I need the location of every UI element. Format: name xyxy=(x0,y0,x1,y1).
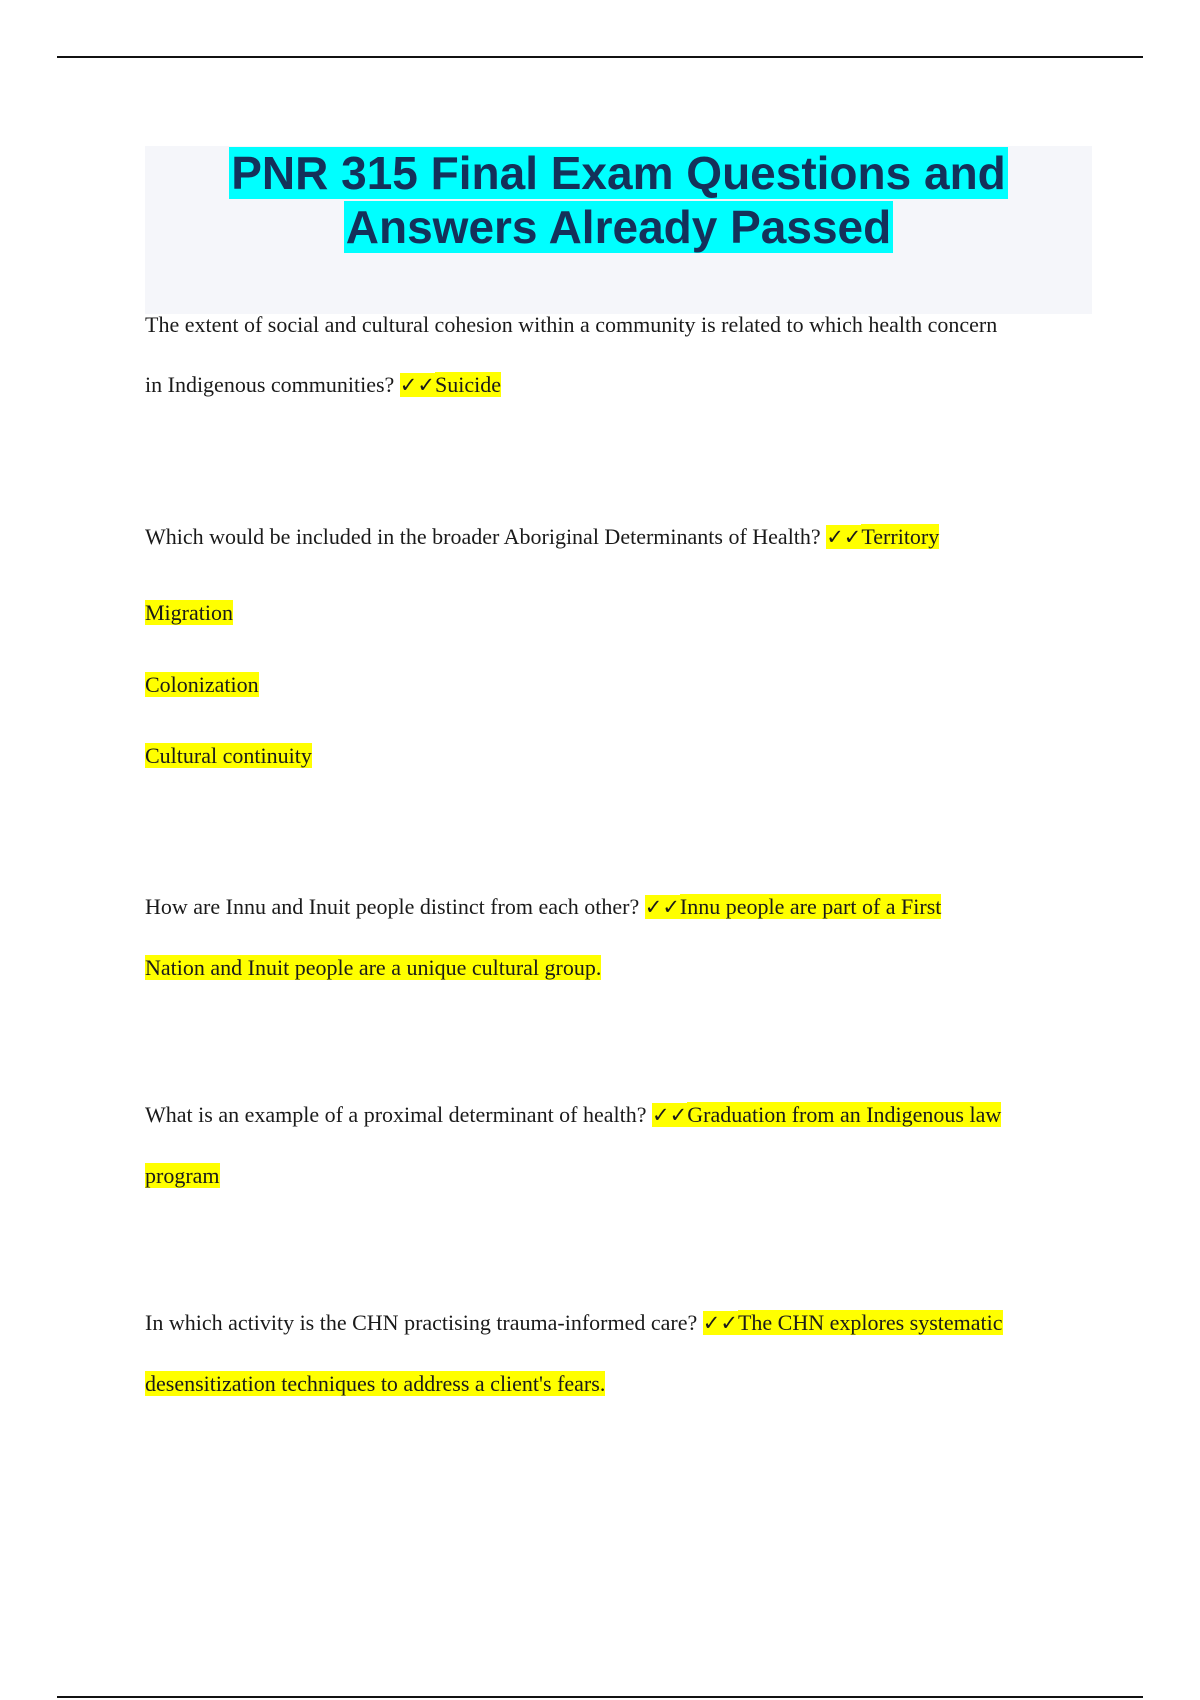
question-2-text: Which would be included in the broader Aboriginal Determinants of Health? xyxy=(145,524,827,549)
answer-1-text: Suicide xyxy=(435,372,501,397)
question-1-text-cont: in Indigenous communities? xyxy=(145,372,400,397)
answer-5-text-cont: desensitization techniques to address a client's fears. xyxy=(145,1371,606,1396)
question-5-text: In which activity is the CHN practising trauma-informed care? xyxy=(145,1310,703,1335)
question-3-line-1 xyxy=(145,892,1095,922)
answer-2-item: Cultural continuity xyxy=(145,743,312,768)
answer-4-line-2 xyxy=(145,1161,1095,1191)
answer-5-line-2 xyxy=(145,1369,1095,1399)
question-4-text: What is an example of a proximal determinant of health? xyxy=(145,1102,653,1127)
answer-4-text: Graduation from an Indigenous law xyxy=(687,1102,1002,1127)
answer-3-text-cont: Nation and Inuit people are a unique cultural group. xyxy=(145,955,602,980)
question-2-line-1 xyxy=(145,522,1095,552)
answer-2-item: Colonization xyxy=(145,672,259,697)
title-line-1: PNR 315 Final Exam Questions and xyxy=(231,147,1006,199)
answer-2-text: Territory xyxy=(861,524,940,549)
question-4-line-1 xyxy=(145,1100,1095,1130)
bottom-rule xyxy=(57,1696,1143,1698)
check-mark-icon: ✓✓ xyxy=(644,895,680,919)
answer-2-line-4 xyxy=(145,741,1095,771)
answer-5-text: The CHN explores systematic xyxy=(737,1310,1003,1335)
answer-4-text-cont: program xyxy=(145,1163,220,1188)
question-1-text: The extent of social and cultural cohesion within a community is related to which health concern xyxy=(145,312,998,337)
answer-2-line-2 xyxy=(145,598,1095,628)
check-mark-icon: ✓✓ xyxy=(826,525,862,549)
check-mark-icon: ✓✓ xyxy=(652,1103,688,1127)
question-1-line-1 xyxy=(145,310,1095,340)
top-rule xyxy=(57,56,1143,58)
question-3-text: How are Innu and Inuit people distinct from each other? xyxy=(145,894,645,919)
answer-3-text: Innu people are part of a First xyxy=(679,894,942,919)
check-mark-icon: ✓✓ xyxy=(399,373,435,397)
title-line-2: Answers Already Passed xyxy=(345,201,892,253)
document-title xyxy=(145,146,1092,254)
title-block xyxy=(145,146,1092,314)
answer-2-line-3 xyxy=(145,670,1095,700)
check-mark-icon: ✓✓ xyxy=(702,1311,738,1335)
question-1-line-2 xyxy=(145,370,1095,400)
question-5-line-1 xyxy=(145,1308,1095,1338)
answer-3-line-2 xyxy=(145,953,1095,983)
answer-2-item: Migration xyxy=(145,600,233,625)
